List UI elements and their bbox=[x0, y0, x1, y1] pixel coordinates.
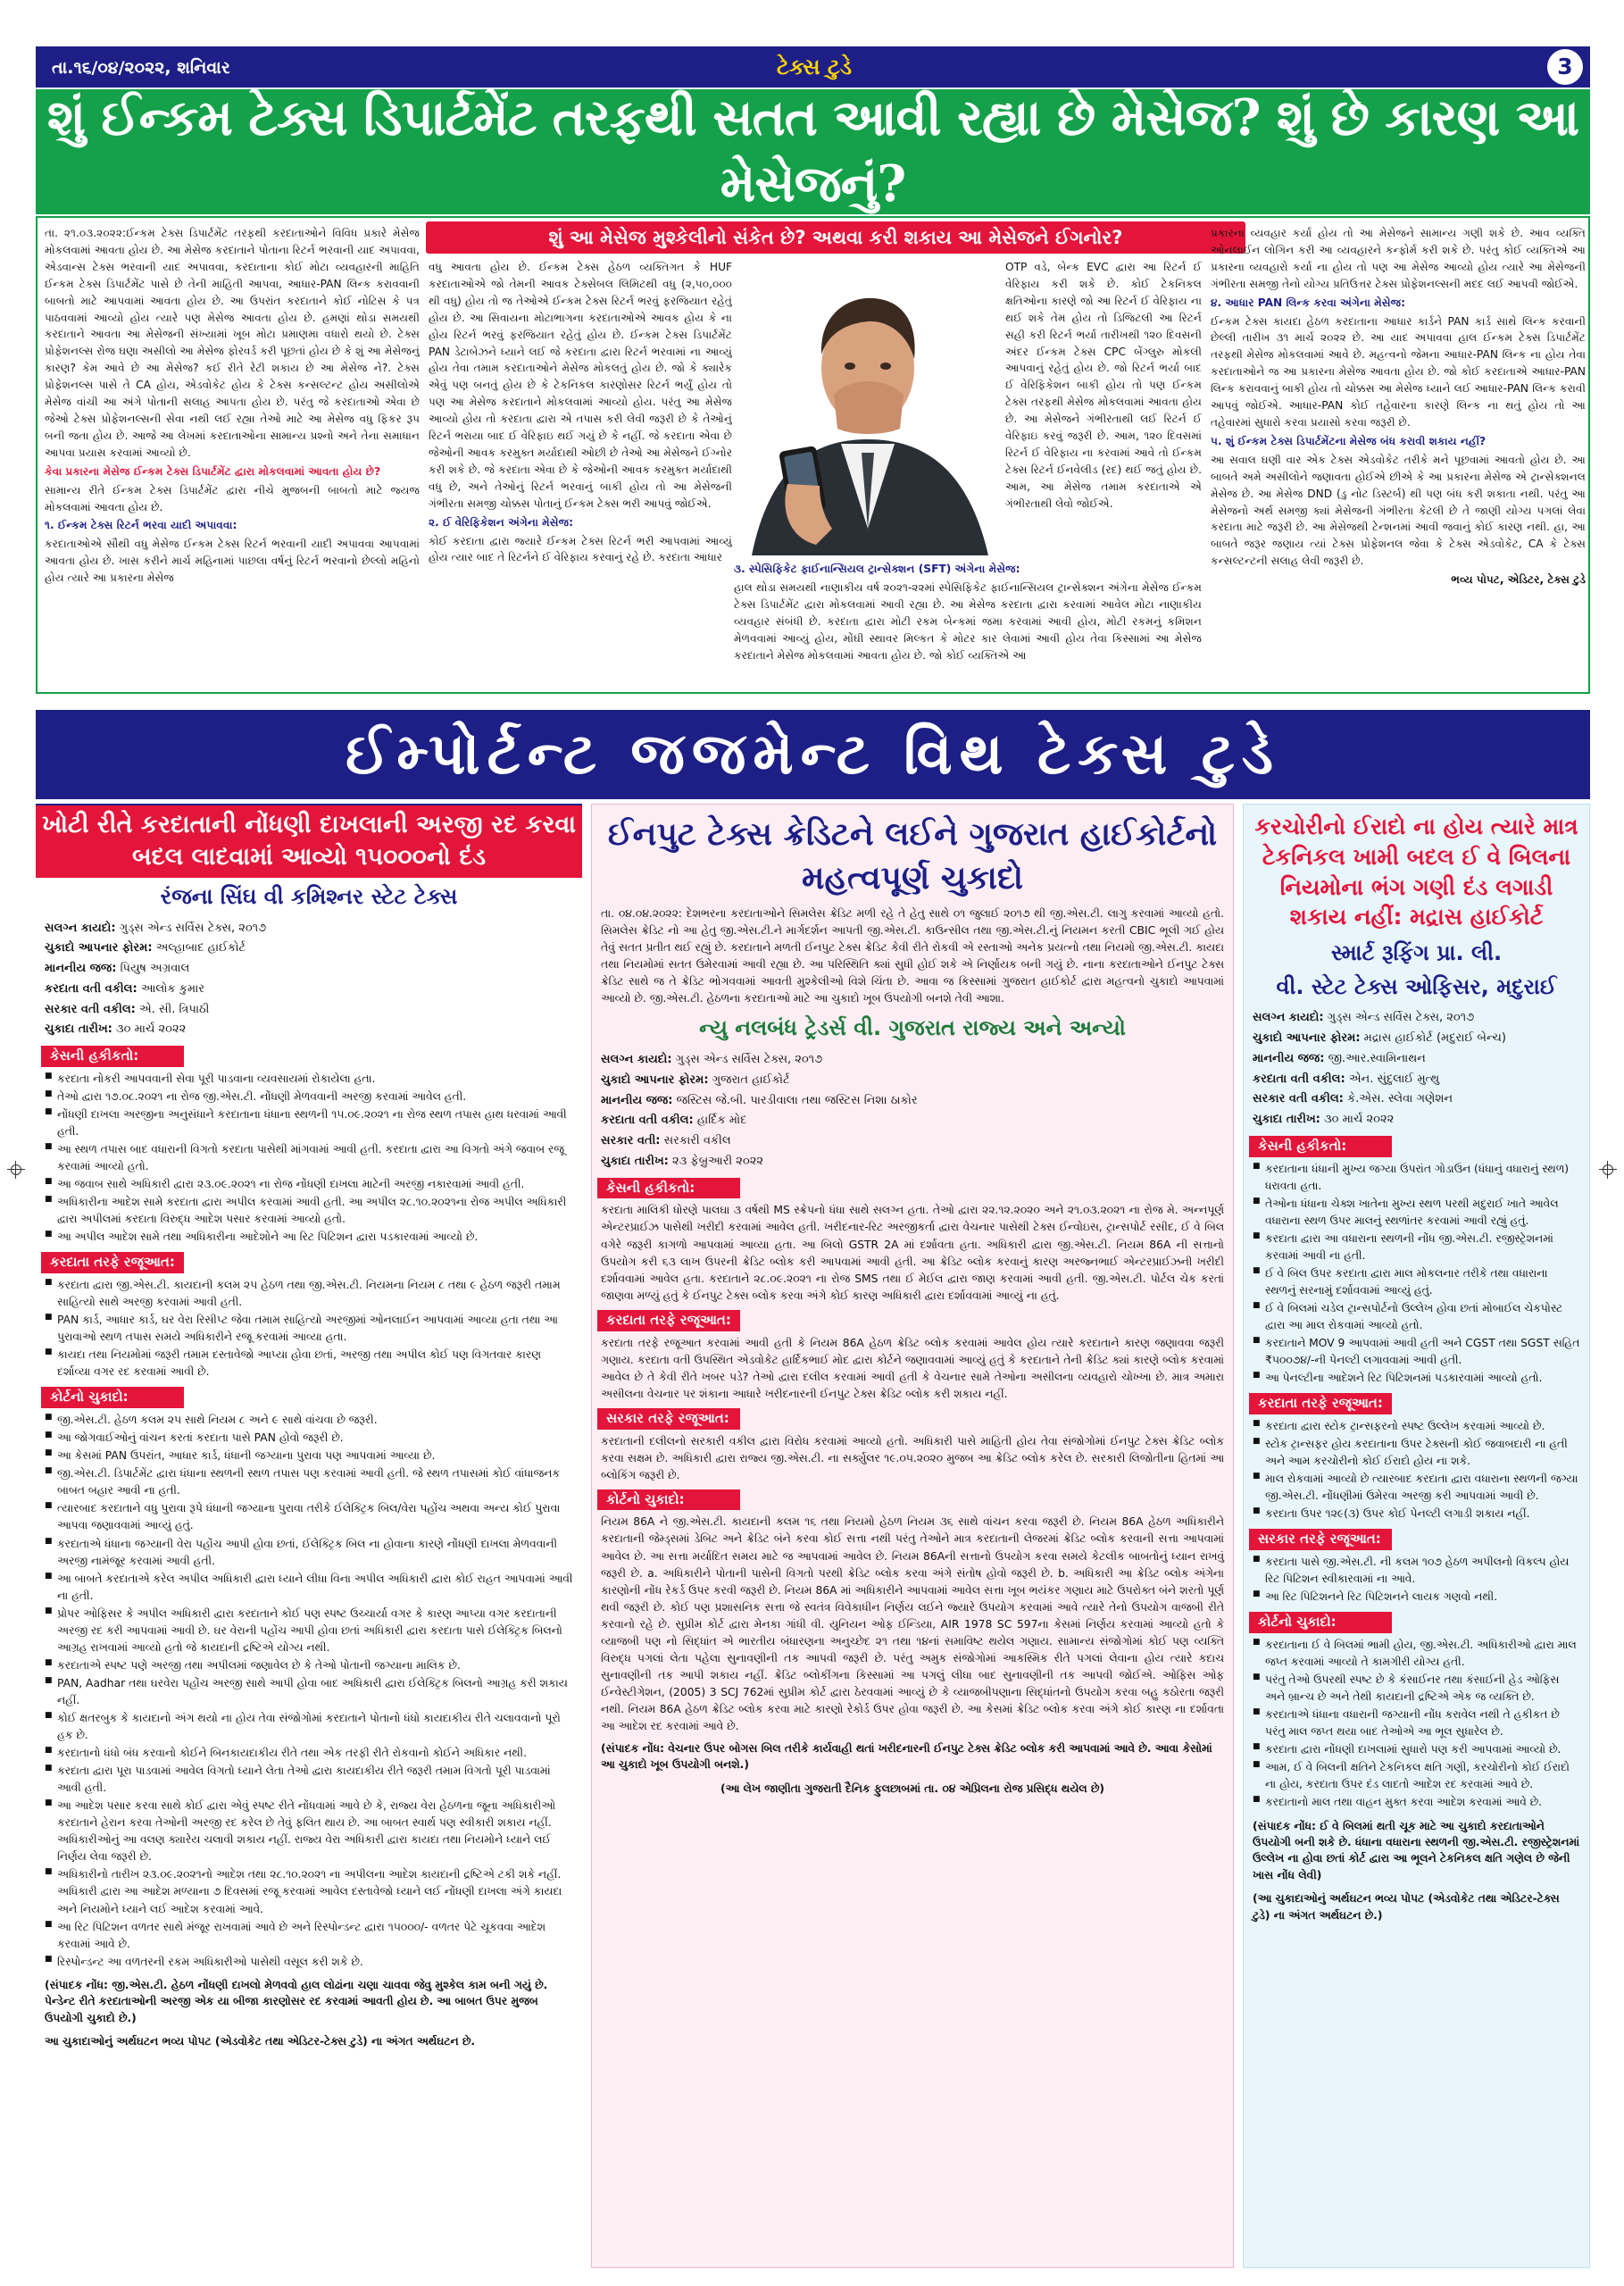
meta-value: ગુડ્સ એન્ડ સર્વિસ ટેક્સ, ૨૦૧૭ bbox=[119, 921, 267, 935]
list-item: ■ આ કેસમાં PAN ઉપરાંત, આધાર કાર્ડ, ધંધાની જગ્યાના પુરાવા પણ આપવામાં આવ્યા છે. bbox=[45, 1448, 573, 1464]
issue-date: તા.૧૬/૦૪/૨૦૨૨, શનિવાર bbox=[52, 58, 230, 78]
list-item: ■ જી.એસ.ટી. હેઠળ કલમ ૨૫ સાથે નિયમ ૮ અને ૯ સાથે વાંચવા છે જરૂરી. bbox=[45, 1412, 573, 1429]
editor-note: (સંપાદક નોંધ: વેચનાર ઉપર બોગસ બિલ તરીકે કાર્યવાહી થતાં ખરીદનારની ઈનપુટ ટેક્સ ક્રેડિટ બ્લોક કરી આપવામાં આવે છે. આવા કેસોમાં આ ચુકાદો ખૂબ ઉપયોગી બનશે.) bbox=[601, 1742, 1212, 1772]
meta-value: હાર્દિક મોદ bbox=[696, 1114, 747, 1128]
meta-value: જસ્ટિસ જે.બી. પારડીવાલા તથા જસ્ટિસ નિશા ઠાકોર bbox=[676, 1093, 918, 1107]
list-item: ■ આ જોગવાઈઓનું વાંચન કરતાં કરદાતા પાસે PAN હોવો જરૂરી છે. bbox=[45, 1430, 573, 1447]
meta-label: કરદાતા વતી વકીલ: bbox=[45, 981, 137, 996]
section-heading: કેવા પ્રકારના મેસેજ ઈન્કમ ટેક્સ ડિપાર્ટમેંટ દ્વારા મોકલવામાં આવતા હોય છે? bbox=[45, 464, 381, 478]
list-item: ■ પરંતુ તેઓ ઉપરથી સ્પષ્ટ છે કે કંસાઈનર તથા કંસાઈની હેડ ઓફિસ અને બ્રાન્ચ છે અને તેથી કાયદાની દ્રષ્ટિએ એક જ વ્યક્તિ છે. bbox=[1253, 1672, 1580, 1706]
list-item: ■ તેઓના ધંધાના ચેક્શ ખાતેના મુખ્ય સ્થળ પરથી મદુરાઈ ખાતે આવેલ વધારાના સ્થળ ઉપર માલનું સ્થળાંતર કરવામાં આવી રહ્યું હતું. bbox=[1253, 1196, 1580, 1230]
facts-heading: કેસની હકીકતો: bbox=[597, 1178, 740, 1199]
story1-body bbox=[36, 216, 1590, 694]
paragraph: કરદાતાઓએ સૌથી વધુ મેસેજ ઈન્કમ ટેક્સ રિટર્ન ભરવાની યાદી અપાવવા આપવામાં આવતા હોય છે. ખાસ કરીને માર્ચ મહિનામાં પાછલા વર્ષનું રિટર્ન ભરવાનો છેલ્લો મહિનો હોય ત્યારે આ પ્રકારના મેસેજ bbox=[45, 538, 420, 585]
list-item: ■ રિસ્પોન્ડન્ટ આ વળતરની રકમ અધિકારીઓ પાસેથી વસૂલ કરી શકે છે. bbox=[45, 1954, 573, 1971]
meta-value: ગુડ્સ એન્ડ સર્વિસ ટેક્સ, ૨૦૧૭ bbox=[675, 1053, 823, 1067]
list-item: ■ જી.એસ.ટી. ડિપાર્ટમેંટ દ્વારા ધંધાના સ્થળની સ્થળ તપાસ પણ કરવામાં આવી હતી. જે સ્થળ તપાસમાં કોઈ વાંધાજનક બાબત બહાર આવી ના હતી. bbox=[45, 1465, 573, 1499]
facts-list bbox=[1244, 1159, 1589, 1390]
list-item: ■ આ પેનલ્ટીના આદેશને રિટ પિટિશનમાં પડકારવામાં આવ્યો હતો. bbox=[1253, 1370, 1580, 1387]
meta-label: ચુકાદો આપનાર ફોરમ: bbox=[601, 1072, 709, 1087]
meta-value: એ. સી. ત્રિપાઠી bbox=[139, 1002, 210, 1016]
list-item: ■ કરદાતા નોકરી આપવવાની સેવા પૂરી પાડવાના વ્યવસાયમાં રોકાયેલા હતા. bbox=[45, 1071, 573, 1088]
case-meta bbox=[592, 1048, 1233, 1174]
court-verdict-list bbox=[1244, 1635, 1589, 1814]
facts-heading: કેસની હકીકતો: bbox=[41, 1046, 184, 1067]
paragraph: વધુ આવતા હોય છે. ઈન્કમ ટેક્સ હેઠળ વ્યક્તિગત કે HUF કરદાતાઓએ જો તેમની આવક ટેક્સેબલ લિમિટથી વધુ (૨,૫૦,૦૦૦ થી વધુ) હોય તો જ તેઓએ ઈન્કમ ટેક્સ રિટર્ન ભરવું ફરજિયાત રહેતું હોય છે. આ સિવાયના મોટાભાગના કરદાતાઓએ આવક હોય કે ના હોય રિટર્ન ભરવું ફરજિયાત રહેતું હોય છે. ઈન્કમ ટેક્સ ડિપાર્ટમેંટ PAN ડેટાબેઝને ધ્યાને લઈ જે કરદાતા દ્વારા રિટર્ન ભરવામાં ના આવ્યું હોય તેવા તમામ કરદાતાઓને મેસેજ મોકલતું હોય છે. જો કે ક્યારેક એવું પણ બનતું હોય છે કે ટેકનિકલ કારણોસર રિટર્ન ભર્યું હોય તો પણ આ મેસેજ કરદાતાને મોકલવામાં આવ્યો હોય. પરંતુ આ મેસેજ આવ્યો હોય તો કરદાતા દ્વારા એ તપાસ કરી લેવી જરૂરી છે કે તેઓનું રિટર્ન ભરાયા બાદ ઈ વેરિફાઇ થઈ ગયું છે કે નહીં. જે કરદાતા એવા છે જેઓની આવક કરમુક્ત મર્યાદાથી ઓછી છે તેઓ આ મેસેજને ઈગ્નોર કરી શકે છે. જે કરદાતા એવા છે કે જેઓની આવક કરમુક્ત મર્યાદાથી વધુ છે, અને તેઓનું રિટર્ન ભરવાનું બાકી હોય તો આ મેસેજની ગંભીરતા સમજી ચોક્કસ પોતાનું ઈન્કમ ટેક્સ ભરી આપવું જોઈએ. bbox=[429, 261, 732, 510]
story1-headline: શું ઈન્કમ ટેક્સ ડિપાર્ટમેંટ તરફથી સતત આવી રહ્યા છે મેસેજ? શું છે કારણ આ મેસેજનું? bbox=[36, 89, 1590, 214]
court-verdict-heading: કોર્ટનો ચુકાદો: bbox=[41, 1387, 184, 1408]
section-banner: ઈમ્પોર્ટન્ટ જજમેન્ટ વિથ ટેક્સ ટુડે bbox=[36, 710, 1590, 799]
government-submission-heading: સરકાર તરફે રજૂઆત: bbox=[597, 1408, 740, 1430]
court-verdict-list bbox=[36, 1410, 582, 1973]
meta-label: ચુકાદા તારીખ: bbox=[45, 1022, 112, 1037]
meta-label: માનનીય જજ: bbox=[45, 962, 117, 976]
meta-value: કે.એસ. સ્લેવા ગણેશન bbox=[1347, 1092, 1453, 1106]
meta-value: ગુડ્સ એન્ડ સર્વિસ ટેક્સ, ૨૦૧૭ bbox=[1327, 1011, 1475, 1025]
meta-label: ચુકાદો આપનાર ફોરમ: bbox=[1253, 1031, 1361, 1046]
court-verdict-heading: કોર્ટનો ચુકાદો: bbox=[1249, 1612, 1392, 1633]
meta-label: માનનીય જજ: bbox=[601, 1093, 673, 1107]
section-heading: ૨. ઈ વેરિફિકેશન અંગેના મેસેજ: bbox=[429, 515, 574, 529]
meta-label: કરદાતા વતી વકીલ: bbox=[601, 1114, 694, 1128]
list-item: ■ PAN, Aadhar તથા ઘરવેરા પહોંચ અરજી સાથે આપી હોવા બાદ અધિકારી દ્વારા ઈલેક્ટ્રિક બિલનો આગ્રહ કરી શકાય નહીં. bbox=[45, 1675, 573, 1709]
page-header-bar bbox=[36, 46, 1590, 88]
editor-note: (સંપાદક નોંધ: ઈ વે બિલમાં થતી ચૂક માટે આ ચુકાદો કરદાતાઓને ઉપયોગી બની શકે છે. ધંધાના વધારાના સ્થળની જી.એસ.ટી. રજીસ્ટ્રેશનમાં ઉલ્લેખ ના હોવા છતાં કોર્ટ દ્વારા આ ભૂલને ટેકનિકલ ક્ષતિ ગણેલ છે જેની ખાસ નોંધ લેવી) bbox=[1253, 1819, 1580, 1881]
paragraph: પ્રકારના વ્યવહાર કર્યા હોય તો આ મેસેજને સામાન્ય ગણી શકે છે. આવ વ્યક્તિ ઓનલાઈન લોગિન કરી આ વ્યવહારને કન્ફોર્મ કરી શકે છે. પરંતુ કોઈ વ્યક્તિએ આ પ્રકારના વ્યવહારો કર્યા ના હોય તો પણ આ મેસેજ આવ્યો હોય ત્યારે આ મેસેજની ગંભીરતા સમજી તેનો યોગ્ય પ્રતિઉત્તર ટેક્સ પ્રોફેશનલ્સની મદદ લઈ આપવી જોઈએ. bbox=[1211, 227, 1586, 290]
section-heading: ૪. આધાર PAN લિન્ક કરવા અંગેના મેસેજ: bbox=[1211, 296, 1406, 309]
list-item: ■ કરદાતાને MOV 9 આપવામાં આવી હતી અને CGST તથા SGST સહિત ₹૫૦૦૭૪/-ની પેનલ્ટી લગાવવામાં આવી હતી. bbox=[1253, 1335, 1580, 1369]
list-item: ■ કરદાતા દ્વારા આ વધારાના સ્થળની નોંધ જી.એસ.ટી. રજીસ્ટ્રેશનમાં કરવામાં આવી ના હતી. bbox=[1253, 1231, 1580, 1264]
list-item: ■ આ રિટ પિટિશન વળતર સાથે મંજૂર રાખવામાં આવે છે અને રિસ્પોન્ડન્ટ દ્વારા ૧૫૦૦૦/- વળતર પેટે ચૂકવવા આદેશ કરવામાં આવે છે. bbox=[45, 1919, 573, 1953]
meta-label: સરકાર વતી: bbox=[601, 1134, 661, 1148]
man-with-phone-photo bbox=[734, 261, 1002, 555]
story1-column-3-continued bbox=[734, 561, 1202, 689]
list-item: ■ કરદાતા ઉપર ૧૨૯(૩) ઉપર કોઈ પેનલ્ટી લગાડી શકાય નહીં. bbox=[1253, 1506, 1580, 1523]
list-item: ■ કાયદા તથા નિયમોમાં જરૂરી તમામ દસ્તાવેજો આપ્યા હોવા છતાં, અરજી તથા અપીલ કોઈ પણ વિગતવાર કારણ દર્શાવ્યા વગર રદ કરવામાં આવી છે. bbox=[45, 1347, 573, 1381]
list-item: ■ કરદાતા દ્વારા જી.એસ.ટી. કાયદાની કલમ ૨૫ હેઠળ તથા જી.એસ.ટી. નિયમના નિયમ ૮ તથા ૯ હેઠળ જરૂરી તમામ સાહિત્યો સાથે અરજી કરવામાં આવી હતી. bbox=[45, 1277, 573, 1311]
list-item: ■ આમ, ઈ વે બિલની ક્ષતિને ટેકનિકલ ક્ષતિ ગણી, કરચોરીનો કોઈ ઈરાદો ના હોય, કરદાતા ઉપર દંડ લાદતો આદેશ રદ કરવામાં આવે છે. bbox=[1253, 1759, 1580, 1793]
list-item: ■ કરદાતા પાસે જી.એસ.ટી. ની કલમ ૧૦૭ હેઠળ અપીલનો વિકલ્પ હોય રિટ પિટિશન સ્વીકારવામાં ના આવે. bbox=[1253, 1554, 1580, 1588]
meta-value: એન. સુંદુલાઈ મુત્થુ bbox=[1348, 1072, 1440, 1086]
meta-label: કરદાતા વતી વકીલ: bbox=[1253, 1072, 1345, 1086]
taxpayer-submission-heading: કરદાતા તરફે રજૂઆત: bbox=[41, 1252, 184, 1273]
disclaimer: આ ચુકાદાઓનું અર્થઘટન ભવ્ય પોપટ (એડવોકેટ તથા એડિટર-ટેક્સ ટુડે) ના અંગત અર્થઘટન છે. bbox=[45, 2035, 476, 2048]
disclaimer: (આ ચુકાદાઓનું અર્થઘટન ભવ્ય પોપટ (એડવોકેટ તથા એડિટર-ટેક્સ ટુડે) ના અંગત અર્થઘટન છે.) bbox=[1253, 1892, 1560, 1922]
meta-value: જી.આર.સ્વામિનાથન bbox=[1328, 1051, 1426, 1065]
meta-label: સલગ્ન કાયદો: bbox=[601, 1053, 672, 1067]
case-name: સ્માર્ટ રૂફિંગ પ્રા. લી. bbox=[1330, 940, 1503, 965]
paragraph: સામાન્ય રીતે ઈન્કમ ટેક્સ ડિપાર્ટમેંટ દ્વારા નીચે મુજબની બાબતો માટે જ્યજ મોકલવામાં આવતા હોય છે. bbox=[45, 483, 420, 513]
list-item: ■ કરદાતા દ્વારા નોંધણી દાખલામાં સુધારો પણ કરી આપવામાં આવ્યો છે. bbox=[1253, 1741, 1580, 1758]
meta-value: ૨૩ ફેબ્રુઆરી ૨૦૨૨ bbox=[672, 1154, 763, 1168]
government-submission-paragraph: કરદાતાની દલીલનો સરકારી વકીલ દ્વારા વિરોધ કરવામાં આવ્યો હતો. અધિકારી પાસે માહિતી હોય તેવા સંજોગોમાં ઈનપુટ ટેક્સ ક્રેડિટ બ્લોક કરવા સક્ષમ છે. અધિકારી દ્વારા રાજ્ય જી.એસ.ટી. ના સર્ક્યુલર ૧૯.૦૫.૨૦૨૦ મુજબ આ ક્રેડિટ બ્લોક કરેલ છે. સરકારી લિજોતીના હિતમાં આ બ્લોકિંગ જરૂરી છે. bbox=[601, 1434, 1224, 1481]
section-heading: ૧. ઈન્કમ ટેક્સ રિટર્ન ભરવા યાદી અપાવવા: bbox=[45, 519, 237, 532]
court-verdict-paragraph: નિયમ 86A ને જી.એસ.ટી. કાયદાની કલમ ૧૬ તથા નિયમો હેઠળ નિયમ ૩૬ સાથે વાંચન કરવા જરૂરી છે. નિયમ 86A હેઠળ અધિકારીને કરદાતાની જેમ્ડ્સમાં ડેબિટ અને ક્રેડિટ બંને કરવા કોઈ સત્તા નથી પરંતુ તેઓને માત્ર કરદાતાની લેજરમાં ક્રેડિટ બ્લોક કરવાની સત્તા આપવામાં આવેલ છે. આ સત્તા મર્યાદિત સમય માટે જ આપવામાં આવેલ છે. નિયમ 86Aની સત્તાનો ઉપયોગ કરવા સમયે કેટલીક બાબતોનું ધ્યાન રાખવું જરૂરી છે. a. અધિકારીને પોતાની પાસેની વિગતો પરથી ક્રેડિટ બ્લોક કરવા અંગે સંતોષ હોવો જરૂરી છે. b. અધિકારી આ ક્રેડિટ બ્લોક અંગેના કારણોની નોંધ રેકર્ડ ઉપર કરવી જરૂરી છે. નિયમ 86A માં અધિકારીને આપવામાં આવેલ સત્તા ખૂબ ભયંકર ગણાય માટે ઉપરોક્ત બંને શરતો પૂર્ણ થવી જરૂરી છે. કોઈ પણ પ્રશાસનિક સત્તા જે સ્વતંત્ર વિવેકાધીન નિર્ણય લઈને જ્યારે ઉપયોગ કરવામાં આવે ત્યારે તેનો ઉપયોગ વાજબી રીતે કરવાનો રહે છે. સુપ્રીમ કોર્ટ દ્વારા મેનકા ગાંધી વી. યુનિયન ઓફ ઈન્ડિયા, AIR 1978 SC 597ના કેસમાં નિર્ણય કરવામાં આવ્યો હતો કે વ્યાજબી પણ નો સિદ્ધાંત એ ભારતીય બંધારણના અનુચ્છેદ ૨૧ તથા ૧૪નાં સમાવિષ્ટ થયેલ ગણાય. સામાન્ય સંજોગોમાં કોઈ પણ વ્યક્તિ વિરુદ્ધ પગલાં લેતા પહેલા સુનાવણીની તક આપવી જરૂરી છે. પરંતુ અમુક સંજોગોમાં આકસ્મિક રીતે પગલાં લેવાના હોય ત્યારે કદાચ સુનાવણીની તક આપી શકાય નહીં. ક્રેડિટ બ્લોકીંગના કિસ્સામાં આ પગલું લીધા બાદ સુનાવણીની તક આપવી જોઈએ. ઓફિસ ઓફ ઈન્વેસ્ટીગેશન, (2005) 3 SCJ 762માં સુપ્રીમ કોર્ટ દ્વારા ઠેરવવામાં આવ્યું છે કે વ્યાજબીપણાના સિદ્ધાંતનો ઉપયોગ કરવા બહુ કઠોરતા જરૂરી નથી. નિયમ 86A હેઠળ ક્રેડિટ બ્લોક કરવા માટે કારણો રેકોર્ડ ઉપર હોવા જરૂરી છે. આ કેસમાં ક્રેડિટ બ્લોક કરવા અંગે કોઈ કારણ ના દર્શાવતા આ આદેશ રદ કરવામાં આવે છે. bbox=[601, 1515, 1224, 1732]
section-heading: ૩. સ્પેસિફિકેટ ફાઈનાન્સિયલ ટ્રાન્સેક્શન (SFT) અંગેના મેસેજ: bbox=[734, 563, 1020, 575]
case-name: રંજના સિંઘ વી કમિશ્નર સ્ટેટ ટેક્સ bbox=[160, 883, 458, 909]
meta-value: ૩૦ માર્ચ ૨૦૨૨ bbox=[116, 1022, 187, 1037]
meta-label: ચુકાદા તારીખ: bbox=[601, 1154, 669, 1168]
taxpayer-submission-heading: કરદાતા તરફે રજૂઆત: bbox=[1249, 1393, 1392, 1414]
meta-label: સલગ્ન કાયદો: bbox=[45, 921, 116, 935]
paragraph: OTP વડે, બેન્ક EVC દ્વારા આ રિટર્ન ઈ વેરિફાય કરી શકે છે. કોઈ ટેકનિકલ ક્ષતિઓના કારણે જો આ રિટર્ન ઈ વેરિફાય ના થઈ શકે તેમ હોય તો ડિજિટલી આ રિટર્ન સહી કરી રિટર્ન ભર્યા તારીખથી ૧૨૦ દિવસની અંદર ઈન્કમ ટેક્સ CPC બેંગ્લુરુ મોકલી આપવાનું રહેતું હોય છે. જો રિટર્ન ભર્યા બાદ ઈ વેરિફિકેશન બાકી હોય તો પણ ઈન્કમ ટેક્સ તરફથી મેસેજ મોકલવામાં આવતા હોય છે. આ મેસેજને ગંભીરતાથી લઈ રિટર્ન ઈ વેરિફાઇ કરવું જરૂરી છે. આમ, ૧૨૦ દિવસમાં રિટર્ન ઈ વેરિફાય ના કરવામાં આવે તો ઈન્કમ ટેક્સ રિટર્ન ઈનવેલીડ (રદ) થઈ જતું હોય છે. આમ, આ મેસેજ તમામ કરદાતાએ એ ગંભીરતાથી લેવો જોઈએ. bbox=[1005, 261, 1202, 510]
story1-subheadline: શું આ મેસેજ મુશ્કેલીનો સંકેત છે? અથવા કરી શકાય આ મેસેજને ઈગનોર? bbox=[426, 221, 1245, 254]
list-item: ■ કરદાતાના ધંધાની મુખ્ય જગ્યા ઉપરાંત ગોડાઉન (ધંધાનું વધારાનું સ્થળ) ધરાવતા હતા. bbox=[1253, 1161, 1580, 1195]
government-submission-list bbox=[1244, 1552, 1589, 1608]
court-verdict-heading: કોર્ટનો ચુકાદો: bbox=[597, 1489, 740, 1511]
meta-value: પિયુષ અગ્રવાલ bbox=[120, 962, 190, 976]
list-item: ■ સ્ટોક ટ્રાન્સફર હોય કરદાતાના ઉપર ટેક્સની કોઈ જવાબદારી ના હતી અને આમ કરચોરીનો કોઈ ઈરાદો હોય ના શકે. bbox=[1253, 1436, 1580, 1470]
case-name-respondent: વી. સ્ટેટ ટેક્સ ઓફિસર, મદુરાઈ bbox=[1276, 973, 1557, 999]
registration-mark-icon bbox=[1599, 1161, 1617, 1179]
judgment-title: કરચોરીનો ઈરાદો ના હોય ત્યારે માત્ર ટેકનિકલ ખામી બદલ ઈ વે બિલના નિયમોના ભંગ ગણી દંડ લગાડી શકાય નહીં: મદ્રાસ હાઈકોર્ટ bbox=[1254, 813, 1578, 930]
meta-value: આલોક કુમાર bbox=[140, 981, 204, 996]
list-item: ■ પ્રોપર ઓફિસર કે અપીલ અધિકારી દ્વારા કરદાતાને કોઈ પણ સ્પષ્ટ ઉચ્ચાર્યા વગર કે કારણ આપ્યા વગર કરદાતાની અરજી રદ કરી આપવામાં આવી છે. ઘર વેરાની પહોંચ આપી હોવા છતાં અધિકારી દ્વારા કરદાતા પાસે ઈલેક્ટ્રિક બિલનો આગ્રહ રાખવામાં આવ્યો હતો જે કાયદાની દ્રષ્ટિએ યોગ્ય નથી. bbox=[45, 1606, 573, 1656]
registration-mark-icon bbox=[7, 1161, 25, 1179]
meta-label: માનનીય જજ: bbox=[1253, 1051, 1325, 1065]
government-submission-heading: સરકાર તરફે રજૂઆત: bbox=[1249, 1529, 1392, 1550]
list-item: ■ આ અપીલ આદેશ સામે તથા અધિકારીના આદેશોને આ રિટ પિટિશન દ્વારા પડકારવામાં આવ્યો છે. bbox=[45, 1229, 573, 1246]
paragraph: ઈન્કમ ટેક્સ કાયદા હેઠળ કરદાતાના આધાર કાર્ડને PAN કાર્ડ સાથે લિન્ક કરવાની છેલ્લી તારીખ ૩૧ માર્ચ ૨૦૨૨ છે. આ યાદ અપાવવા હાલ ઈન્કમ ટેક્સ ડિપાર્ટમેંટ તરફથી મેસેજ મોકલવામાં આવે છે. મહત્વનો જેમના આધાર-PAN લિન્ક ના હોય તેવા કરદાતાઓને જ આ પ્રકારના મેસેજ આવતા હોય છે. જો કોઈ કરદાતાએ આધાર-PAN લિન્ક કરાવવાનું બાકી હોય તો ચોક્કસ આ મેસેજ ધ્યાને લઈ આધાર-PAN લિન્ક કરાવી આપવું જોઈએ. આધાર-PAN કોઈ તહેવારના કારણે લિન્ક ના થતું હોય તો આ તહેવારમાં સુધારો કરવા પ્રયાસો કરવા જરૂરી છે. bbox=[1211, 314, 1586, 429]
meta-label: સરકાર વતી વકીલ: bbox=[45, 1002, 136, 1016]
byline: ભવ્ય પોપટ, એડિટર, ટેક્સ ટુડે bbox=[1451, 573, 1586, 587]
taxpayer-submission-list bbox=[1244, 1416, 1589, 1525]
judgment-title: ખોટી રીતે કરદાતાની નોંધણી દાખલાની અરજી રદ કરવા બદલ લાદવામાં આવ્યો ૧૫૦૦૦નો દંડ bbox=[36, 805, 582, 878]
list-item: ■ તેઓ દ્વારા ૧૭.૦૮.૨૦૨૧ ના રોજ જી.એસ.ટી. નોંધણી મેળવવાની અરજી કરવામાં આવેલ હતી. bbox=[45, 1089, 573, 1105]
publication-name: ટેક્સ ટુડે bbox=[777, 54, 853, 79]
judgment-panel-right bbox=[1243, 804, 1590, 2268]
paragraph: કોઈ કરદાતા દ્વારા જ્યારે ઈન્કમ ટેક્સ રિટર્ન ભરી આપવામાં આવ્યું હોય ત્યાર બાદ તે રિટર્નને ઈ વેરિફાય કરવાનું રહે છે. કરદાતા આધાર bbox=[429, 534, 732, 564]
editor-note: (સંપાદક નોંધ: જી.એસ.ટી. હેઠળ નોંધણી દાખલો મેળવવો હાલ લોઢાંના ચણા ચાવવા જેવુ મુશ્કેલ કામ બની ગયું છે. પેન્ડેન્ટ રીતે કરદાતાઓની અરજી એક યા બીજા કારણોસર રદ કરવામાં આવતી હોય છે. આ બાબત ઉપર મુજબ ઉપયોગી ચુકાદો છે.) bbox=[45, 1978, 548, 2024]
list-item: ■ કરદાતાના ઈ વે બિલમાં ભામી હોય, જી.એસ.ટી. અધિકારીઓ દ્વારા માલ જપ્ત કરવામાં આવ્યો તે કામગીરી યોગ્ય હતી. bbox=[1253, 1637, 1580, 1671]
list-item: ■ અધિકારીનો તારીખ ૨૩.૦૯.૨૦૨૧નો આદેશ તથા ૨૮.૧૦.૨૦૨૧ ના અપીલના આદેશ કાયદાની દ્રષ્ટિએ ટકી શકે નહીં. અધિકારી દ્વારા આ આદેશ મળ્યાના ૭ દિવસમાં રજૂ કરવામાં આવેલ દસ્તાવેજો ધ્યાને લઈ નોંધણી દાખલા અંગે કાયદા અને નિયમોને ધ્યાને લઈ આદેશ કરવામાં આવે. bbox=[45, 1866, 573, 1917]
list-item: ■ કોઈ ક્ષતરબુક કે કાયદાનો અંગ થયો ના હોય તેવા સંજોગોમાં કરદાતાને પોતાનો ધંધો કાયદાકીય રીતે ચલાવવાનો પૂરો હક છે. bbox=[45, 1710, 573, 1744]
list-item: ■ ઈ વે બિલ ઉપર કરદાતા દ્વારા માલ મોકલનાર તરીકે તથા વધારાના સ્થળનું સરનામું દર્શાવવામાં આવ્યું હતું. bbox=[1253, 1265, 1580, 1299]
case-name: ન્યુ નલબંધ ટ્રેડર્સ વી. ગુજરાત રાજ્ય અને અન્યો bbox=[699, 1015, 1126, 1041]
story1-column-3 bbox=[1005, 259, 1202, 554]
meta-value: ગુજરાત હાઈકોર્ટ bbox=[712, 1072, 790, 1087]
meta-label: સરકાર વતી વકીલ: bbox=[1253, 1092, 1344, 1106]
paragraph: તા. ૨૧.૦૩.૨૦૨૨:ઈન્કમ ટેક્સ ડિપાર્ટમેંટ તરફથી કરદાતાઓને વિવિધ પ્રકારે મેસેજ મોકલવામાં આવતા હોય છે. આ મેસેજ કરદાતાને પોતાના રિટર્ન ભરવાની યાદ અપાવવા, એડવાન્સ ટેક્સ ભરવાની યાદ અપાવવા, કરદાતાના કોઈ મોટા વ્યવહારની માહિતિ ઈન્કમ ટેક્સ ડિપાર્ટમેંટ પાસે છે તેની માહિતી આપવા, આધાર-PAN લિન્ક કરાવવાની બાબતો માટે આપવામાં આવતા હોય છે. આ ઉપરાંત કરદાતાને કોઈ નોટિસ કે પત્ર પાઠવવામાં આવ્યો હોય ત્યારે પણ મેસેજ આવતા હોય છે. હમણાં થોડા સમયથી કરદાતાને આવતા આ મેસેજની સંખ્યામાં ખૂબ મોટા પ્રમાણમા વધારો થયો છે. ટેક્સ પ્રોફેશનલ્સ રોજ ઘણા અસીલો આ મેસેજ ફોરવર્ડ કરી પૂછતાં હોય છે કે શું આ મેસેજનું કારણ? કેમ આવે છે આ મેસેજ? કઈ રીતે રેટી શકાય છે આ મેસેજ ને?. ટેક્સ પ્રોફેશનલ્સ પાસે તે CA હોય, એડવોકેટ હોય કે ટેક્સ કન્સલ્ટન્ટ હોય અસીલોએ મેસેજ વાંચી આ અંગે પોતાની સલાહ આપતા હોય છે. પરંતુ જે કરદાતાઓ એવા છે જેઓ ટેક્સ પ્રોફેશનલ્સની સેવા નથી લઈ રહ્યા તેઓ માટે આ મેસેજ વધુ ફિકર રૂપ બની જતા હોય છે. આજે આ લેખમાં કરદાતાઓના સામાન્ય પ્રશ્નો અને તેના સમાધાન આપવા પ્રયાસ કરવામાં આવ્યો છે. bbox=[45, 227, 420, 459]
list-item: ■ ત્યારબાદ કરદાતાને વધુ પુરાવા રૂપે ધંધાની જગ્યાના પુરાવા તરીકે ઈલેક્ટ્રિક બિલ/વેરા પહોંચ અથવા અન્ય કોઈ પુરાવા આપવા જણાવવામાં આવ્યું હતું. bbox=[45, 1500, 573, 1534]
facts-list bbox=[36, 1069, 582, 1248]
page-number: 3 bbox=[1547, 49, 1583, 85]
list-item: ■ કરદાતા દ્વારા સ્ટોક ટ્રાન્સફરનો સ્પષ્ટ ઉલ્લેખ કરવામાં આવ્યો છે. bbox=[1253, 1418, 1580, 1435]
list-item: ■ કરદાતાએ સ્પષ્ટ પણે અરજી તથા અપીલમાં જણાવેલ છે કે તેઓ પોતાની જગ્યાના માલિક છે. bbox=[45, 1657, 573, 1674]
story1-column-4 bbox=[1211, 225, 1586, 689]
taxpayer-submission-paragraph: કરદાતા તરફે રજૂઆત કરવામાં આવી હતી કે નિયમ 86A હેઠળ ક્રેડિટ બ્લોક કરવામાં આવેલ હોય ત્યારે કરદાતાને કારણ જણાવવા જરૂરી ગણાય. કરદાતા વતી ઉપસ્થિત એડવોકેટ હાર્દિકભાઈ મોદ દ્વારા કોર્ટને જણાવવામાં આવ્યું હતું કે કરદાતાને તેની ક્રેડિટ ક્યાં કારણે બ્લોક કરવામાં આવેલ છે તે કેવી રીતે ખબર પડે? તેઓ દ્વારા દલીલ કરવામાં આવી હતી કે વેચનાર સામે તેઓના અસીલના વ્યવહારો ચોખ્ખા છે. માત્ર અમારા અસીલના વેચનાર પર શંકાના આધારે ખરીદનારની ઈનપુટ ટેક્સ ક્રેડિટ બ્લોક કરી શકાય નહીં. bbox=[601, 1336, 1224, 1400]
list-item: ■ આ બાબતે કરદાતાએ કરેલ અપીલ અધિકારી દ્વારા ધ્યાને લીધા વિના અપીલ અધિકારી દ્વારા કોઈ રાહત આપવામાં આવી ના હતી. bbox=[45, 1571, 573, 1605]
taxpayer-submission-heading: કરદાતા તરફે રજૂઆત: bbox=[597, 1310, 740, 1331]
list-item: ■ કરદાતાએ ધંધાના વધારાની જગ્યાની નોંધ કરાવેલ નથી તે હકીકત છે પરંતુ માલ જપ્ત થયા બાદ તેઓએ આ ભૂલ સુધારેલ છે. bbox=[1253, 1706, 1580, 1740]
story1-column-1 bbox=[45, 225, 420, 689]
meta-label: ચુકાદો આપનાર ફોરમ: bbox=[45, 941, 153, 955]
list-item: ■ માલ રોકવામાં આવ્યો છે ત્યારબાદ કરદાતા દ્વારા વધારાના સ્થળની જગ્યા જી.એસ.ટી. નોંધણીમાં ઉમેરવા અરજી કરી આપવામાં આવી છે. bbox=[1253, 1471, 1580, 1505]
judgment-panel-middle bbox=[591, 804, 1234, 2268]
list-item: ■ ઈ વે બિલમાં ચડેલ ટ્રાન્સપોર્ટનો ઉલ્લેખ હોવા છતાં મોબાઈલ ચેકપોસ્ટ દ્વારા આ માલ રોકવામાં આવ્યો હતો. bbox=[1253, 1300, 1580, 1334]
facts-paragraph: કરદાતા માલિકી ધોરણે પાલઘા ૩ વર્ષથી MS સ્ક્રેપનો ધંધા સાથે સલગ્ન હતા. તેઓ દ્વારા ૨૨.૧૨.૨૦૨૦ અને ૨૧.૦૩.૨૦૨૧ ના રોજ મે. અન્નપૂર્ણ એન્ટરપ્રાઈઝ પાસેથી ખરીદી કરવામાં આવેલ હતી. ખરીદનાર-રિટ અરજીકર્તા દ્વારા વેચનાર પાસેથી ટેક્સ ઈન્વોઇસ, ટ્રાન્સપોર્ટ રસીદ, ઈ વે બિલ વગેરે જરૂરી કાગળો આપવામાં આવ્યા હતા. આ બિલો GSTR 2A માં દર્શાવતા હતા. અધિકારી દ્વારા જી.એસ.ટી. નિયમ 86A ની સત્તાનો ઉપયોગ કરી ૬૩ લાખ ઉપરની ક્રેડિટ બ્લોક કરી આપવામાં આવી હતી. આ ક્રેડિટ બ્લોક કરવાનું કારણ અરજ્નભાઈ એન્ટરપ્રાઈઝની ખરીદી દર્શાવવામાં આવેલ હતા. કરદાતાને ૨૮.૦૯.૨૦૨૧ ના રોજ SMS તથા ઈ મેઈલ દ્વારા જાણ કરવામાં આવી હતી. જી.એસ.ટી. પોર્ટલ ચેક કરતાં જાણવા મળ્યું હતું કે ઈનપુટ ટેક્સ બ્લોક કરવા અંગે કોઈ કારણ અધિકારી દ્વારા દર્શાવવામાં આવ્યું ના હતું. bbox=[601, 1204, 1224, 1302]
paragraph: હાલ થોડા સમયથી નાણાકીય વર્ષ ૨૦૨૧-૨૨માં સ્પેસિફિકેટ ફાઈનાન્સિયલ ટ્રાન્સેક્શન અંગેના મેસેજ ઈન્કમ ટેક્સ ડિપાર્ટમેંટ દ્વારા મોકલવામાં આવી રહ્યા છે. આ મેસેજ કરદાતા દ્વારા કરવામાં આવેલ મોટા નાણાકીય વ્યવહાર સંબંધી છે. કરદાતા દ્વારા મોટી રકમ બેન્કમાં જમા કરવામાં આવી હોય, મોટી રકમનું કમિશન મેળવવામાં આવ્યું હોય, મોંઘી સ્થાવર મિલ્કત કે મોટર કાર લેવામાં આવી હોય તેવા કિસ્સામાં આ મેસેજ કરદાતાને મેસેજ મોકલવામાં આવતા હોય છે. જો કોઈ વ્યક્તિએ આ bbox=[734, 580, 1202, 662]
judgment-title: ઈનપુટ ટેક્સ ક્રેડિટને લઈને ગુજરાત હાઈકોર્ટનો મહત્વપૂર્ણ ચુકાદો bbox=[607, 816, 1218, 897]
list-item: ■ કરદાતાનો ધંધો બંધ કરવાનો કોઈને બિનકાયદાકીય રીતે તથા એક તરફી રીતે રોકવાનો કોઈને અધિકાર નથી. bbox=[45, 1745, 573, 1762]
list-item: ■ PAN કાર્ડ, આધાર કાર્ડ, ઘર વેરા રિસીપ્ટ જેવા તમામ સાહિત્યો અરજીમાં ઓનલાઈન આપવામાં આવ્યા હતા તથા આ પુરાવાઓ સ્થળ તપાસ સમયે અધિકારીને રજૂ કરવામાં આવ્યા હતા. bbox=[45, 1312, 573, 1346]
list-item: ■ આ આદેશ પસાર કરવા સાથે કોઈ દ્વારા એવું સ્પષ્ટ રીતે નોંધવામાં આવે છે કે, રાજ્ય વેરા હેઠળના જૂના અધિકારીઓ કરદાતાને હેરાન કરવા તેઓની અરજી રદ કરેલ છે તેવું ફલિત થાય છે. આ બાબત સ્વાર્થ પણ સ્વીકારી શકાય નહીં. અધિકારીઓનું આ વલણ ક્યારેય ચલાવી શકાય નહીં. રાજ્ય વેરા અધિકારી દ્વારા કાયદા તથા નિયમોને ધ્યાને લઈ નિર્ણય લેવા જરૂરી છે. bbox=[45, 1798, 573, 1865]
meta-value: મદ્રાસ હાઈકોર્ટ (મદુરાઈ બેન્ચ) bbox=[1363, 1031, 1506, 1046]
taxpayer-submission-list bbox=[36, 1275, 582, 1383]
meta-label: ચુકાદા તારીખ: bbox=[1253, 1113, 1320, 1127]
list-item: ■ અધિકારીના આદેશ સામે કરદાતા દ્વારા અપીલ કરવામાં આવી હતી. આ અપીલ ૨૮.૧૦.૨૦૨૧ના રોજ અપીલ અધિકારી દ્વારા અપીલમાં કરદાતા વિરુદ્ધ આદેશ પસાર કરવામાં આવ્યો હતો. bbox=[45, 1194, 573, 1228]
story1-column-2 bbox=[429, 259, 732, 689]
intro-paragraph: તા. ૦૪.૦૪.૨૦૨૨: દેશભરના કરદાતાઓને સિમલેસ ક્રેડિટ મળી રહે તે હેતુ સાથે ૦૧ જુલાઈ ૨૦૧૭ થી જી.એસ.ટી. લાગુ કરવામાં આવ્યો હતો. સિમલેસ ક્રેડિટ નો આ હેતુ જી.એસ.ટી.ને માર્ગદર્શન આપતી જી.એસ.ટી. કાઉન્સીલ તથા જી.એસ.ટી.નું નિયમન કરતી CBIC ભૂલી ગઈ હોય તેવું સતત પ્રતીત થઈ રહ્યું છે. કરદાતાને મળતી ઈનપુટ ટેક્સ ક્રેડિટ કેવી રીતે રોકવી એ રસ્તાઓ અનેક પ્રયત્નો તથા નિયમો જી.એસ.ટી. કાયદા તથા નિયમોમાં સતત ઉમેરવામાં આવી રહ્યા છે. આ પરિસ્થિતિ ક્યાં સુધી હોઈ શકે એ નિર્ણાયક બની ગયું છે. નાના કરદાતાઓને ઈનપુટ ટેક્સ ક્રેડિટ સાથે જ તે ક્રેડિટ ભોગવવામાં આવતી મુશ્કેલીઓ વિશે ચિંતા છે. આવા જ કિસ્સામાં ગુજરાત હાઈકોર્ટ દ્વારા મહત્વનો ચુકાદો આપવામાં આવ્યો છે. જી.એસ.ટી. હેઠળના કરદાતાઓ માટે આ ચુકાદો ખૂબ ઉપયોગી બનશે તેવી આશા. bbox=[601, 907, 1225, 1005]
source-note: (આ લેખ જાણીતા ગુજરાતી દૈનિક ફુલછાબમાં તા. ૦૪ એપ્રિલના રોજ પ્રસિદ્ધ થયેલ છે) bbox=[720, 1781, 1104, 1795]
facts-heading: કેસની હકીકતો: bbox=[1249, 1136, 1392, 1157]
list-item: ■ આ રિટ પિટિશનને રિટ પિટિશનને લાયક ગણવો નથી. bbox=[1253, 1589, 1580, 1606]
case-meta bbox=[36, 917, 582, 1043]
meta-value: સરકારી વકીલ bbox=[663, 1134, 731, 1148]
section-heading: ૫. શું ઈન્કમ ટેક્સ ડિપાર્ટમેંટના મેસેજ બંધ કરાવી શકાય નહીં? bbox=[1211, 434, 1487, 447]
judgment-panel-left bbox=[36, 804, 582, 2268]
case-meta bbox=[1244, 1006, 1589, 1132]
list-item: ■ કરદાતાએ ધંધાના જગ્યાની વેરા પહોંચ આપી હોવા છતાં, ઈલેક્ટ્રિક બિલ ના હોવાના કારણે નોંધણી દાખલા મેળવવાની અરજી નામંજૂર કરવામાં આવી હતી. bbox=[45, 1536, 573, 1570]
list-item: ■ નોંધણી દાખલા અરજીના અનુસંધાને કરદાતાના ધંધાના સ્થળની ૧૫.૦૯.૨૦૨૧ ના રોજ સ્થળ તપાસ હાથ ધરવામાં આવી હતી. bbox=[45, 1106, 573, 1140]
list-item: ■ આ સ્થળ તપાસ બાદ વધારાની વિગતો કરદાતા પાસેથી માંગવામાં આવી હતી. કરદાતા દ્વારા આ વિગતો અંગે જવાબ રજૂ કરવામાં આવ્યો હતો. bbox=[45, 1141, 573, 1175]
paragraph: આ સવાલ ઘણી વાર એક ટેક્સ એડવોકેટ તરીકે મને પૂછવામાં આવતો હોય છે. આ બાબતે અમે અસીલોને જણાવતા હોઈએ છીએ કે આ પ્રકારના મેસેજ એ ટ્રાન્સેક્શનલ મેસેજ છે. આ મેસેજ DND (ડુ નોટ ડિસ્ટર્બ) થી પણ બંધ કરી શકાતા નથી. પરંતુ આ મેસેજનો અર્થ સમજી ક્યાં મેસેજની ગંભીરતા કેટલી છે તે જાણી યોગ્ય પગલાં લેવા કરદાતા માટે જરૂરી છે. આ મેસેજથી ટેન્શનમાં આવી જવાનું કોઈ કારણ નથી. હા, આ બાબતે જરૂર જણાય ત્યાં ટેક્સ પ્રોફેશનલ જેવા કે ટેક્સ એડવોકેટ, CA કે ટેક્સ કન્સલ્ટન્ટની સલાહ લેવી જરૂરી છે. bbox=[1211, 453, 1586, 568]
meta-value: અલ્હાબાદ હાઈકોર્ટ bbox=[155, 941, 246, 955]
list-item: ■ આ જવાબ સાથે અધિકારી દ્વારા ૨૩.૦૯.૨૦૨૧ ના રોજ નોંધણી દાખલા માટેની અરજી નકારવામાં આવી હતી. bbox=[45, 1176, 573, 1193]
list-item: ■ કરદાતાનો માલ તથા વાહન મુક્ત કરવા આદેશ કરવામાં આવે છે. bbox=[1253, 1794, 1580, 1811]
meta-label: સલગ્ન કાયદો: bbox=[1253, 1011, 1324, 1025]
list-item: ■ કરદાતા દ્વારા પૂરા પાડવામાં આવેલ વિગતો ધ્યાને લેતા તેઓ દ્વારા કાયદાકીય રીતે જરૂરી તમામ વિગતો પૂરી પાડવામાં આવી હતી. bbox=[45, 1763, 573, 1797]
meta-value: ૩૦ માર્ચ ૨૦૨૨ bbox=[1324, 1113, 1395, 1127]
